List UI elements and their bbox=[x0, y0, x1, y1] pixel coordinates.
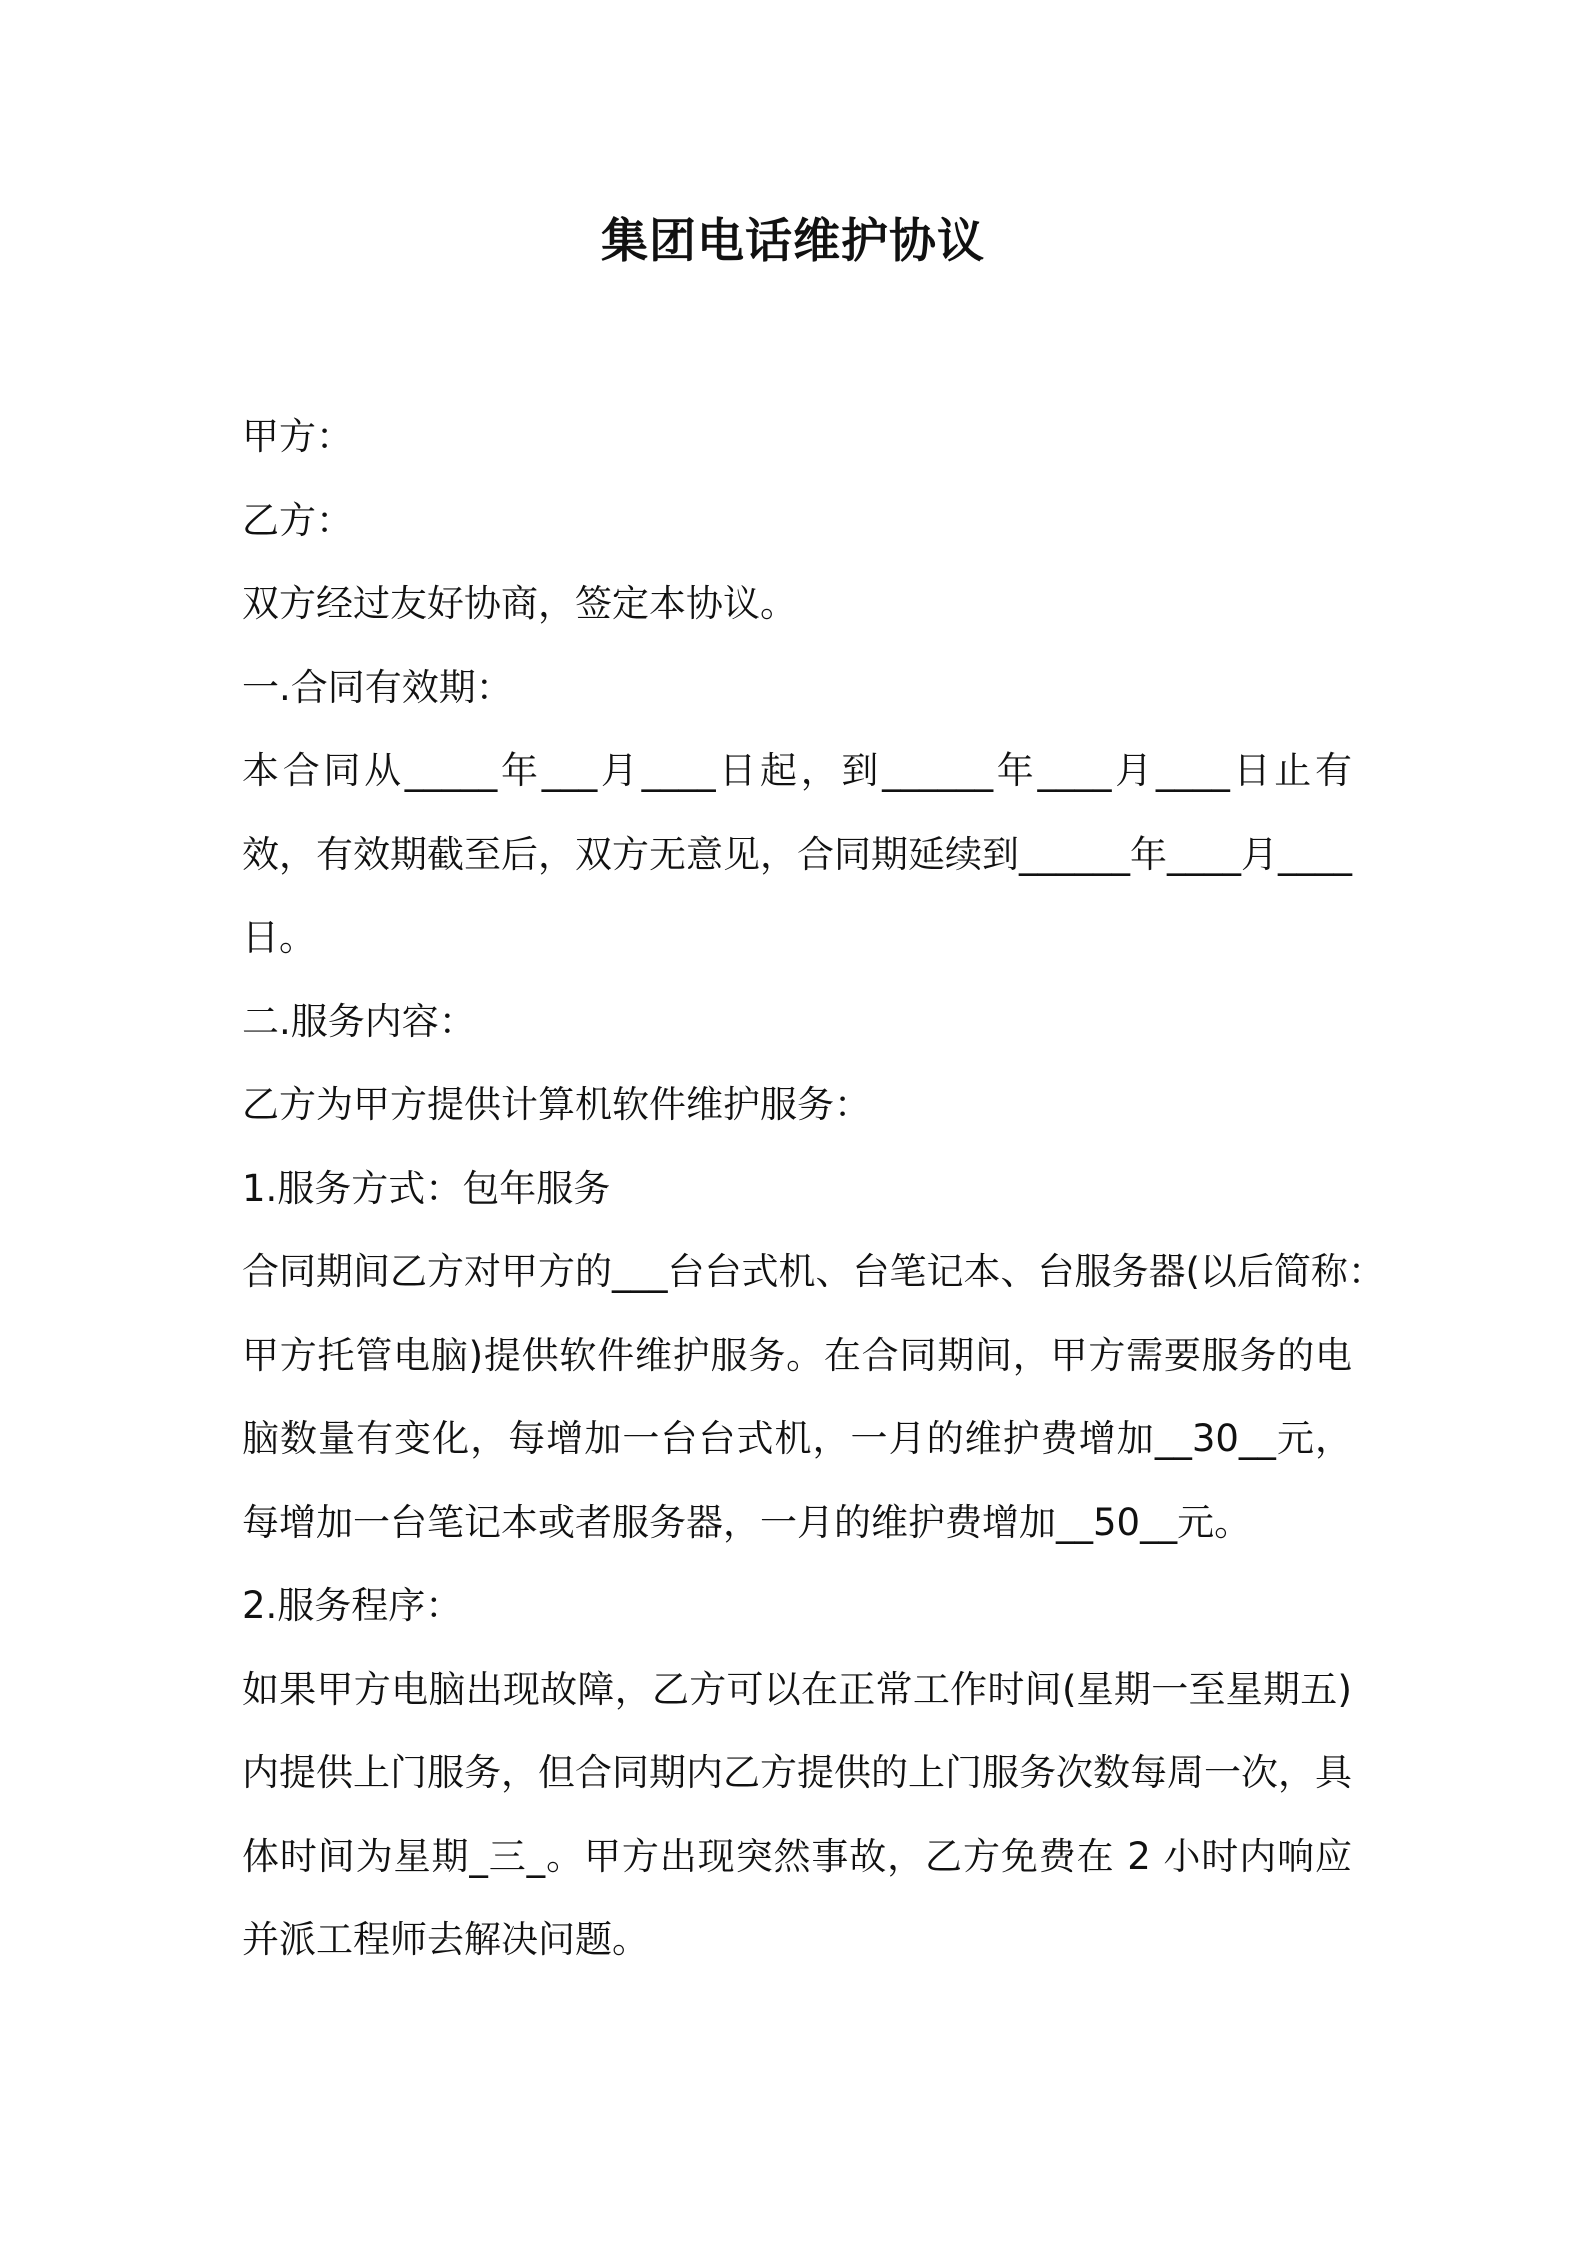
service-procedure-line-2: 内提供上门服务，但合同期内乙方提供的上门服务次数每周一次，具 bbox=[242, 1751, 1352, 1794]
service-method-line-1: 合同期间乙方对甲方的___台台式机、台笔记本、台服务器(以后简称： bbox=[242, 1250, 1385, 1293]
section-1-heading: 一.合同有效期： bbox=[242, 665, 513, 709]
service-intro: 乙方为甲方提供计算机软件维护服务： bbox=[242, 1083, 871, 1126]
agreement-intro: 双方经过友好协商，签定本协议。 bbox=[242, 582, 797, 625]
document-body bbox=[242, 407, 1385, 1994]
section-2-heading: 二.服务内容： bbox=[242, 999, 476, 1043]
validity-line-1: 本合同从_____年___月____日起，到______年____月____日止有 bbox=[242, 749, 1352, 792]
party-a-line: 甲方： bbox=[242, 415, 353, 458]
service-procedure-line-3: 体时间为星期_三_。甲方出现突然事故，乙方免费在 2 小时内响应 bbox=[242, 1834, 1352, 1878]
document-title: 集团电话维护协议 bbox=[601, 214, 985, 269]
service-procedure-line-1: 如果甲方电脑出现故障，乙方可以在正常工作时间(星期一至星期五) bbox=[242, 1667, 1352, 1711]
validity-line-2: 效，有效期截至后，双方无意见，合同期延续到______年____月____ bbox=[242, 832, 1352, 876]
validity-line-3: 日。 bbox=[242, 916, 316, 959]
service-procedure-line-4: 并派工程师去解决问题。 bbox=[242, 1918, 649, 1961]
service-method-heading: 1.服务方式：包年服务 bbox=[242, 1166, 611, 1210]
service-method-line-4: 每增加一台笔记本或者服务器，一月的维护费增加__50__元。 bbox=[242, 1500, 1252, 1544]
service-method-line-2: 甲方托管电脑)提供软件维护服务。在合同期间，甲方需要服务的电 bbox=[242, 1333, 1352, 1377]
service-procedure-heading: 2.服务程序： bbox=[242, 1584, 463, 1627]
service-method-line-3: 脑数量有变化，每增加一台台式机，一月的维护费增加__30__元， bbox=[242, 1417, 1352, 1460]
party-b-line: 乙方： bbox=[242, 498, 353, 542]
